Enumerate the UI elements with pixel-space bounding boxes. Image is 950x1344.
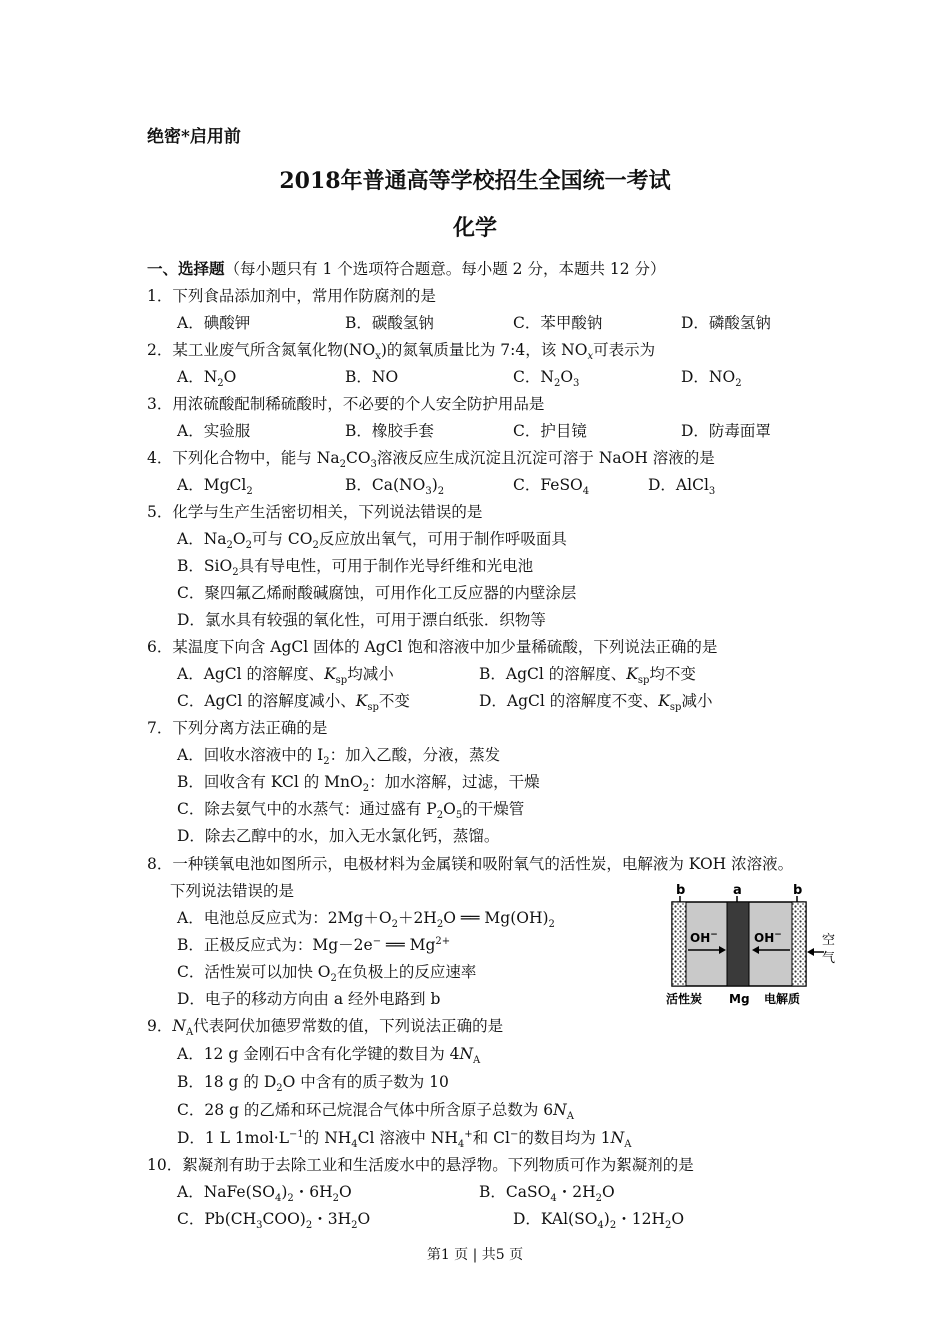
q2-option-c: C．$N_2O_3$	[513, 368, 580, 390]
q5-option-c: C．聚四氟乙烯耐酸碱腐蚀，可用作化工反应器的内壁涂层	[177, 584, 577, 602]
electrode-label-b-left: b	[676, 883, 686, 898]
electrolyte-label: 电解质	[764, 992, 801, 1006]
q5-option-d: D．氯水具有较强的氧化性，可用于漂白纸张．织物等	[177, 611, 546, 629]
q4-option-d: D．AlCl$_3$	[648, 476, 716, 498]
question-8-stem: 8．一种镁氧电池如图所示，电极材料为金属镁和吸附氧气的活性炭，电解液为 KOH 浓溶液。	[147, 855, 794, 873]
q2-option-d: D．$NO_2$	[681, 368, 742, 390]
air-label-2: 气	[822, 951, 836, 966]
question-4-stem: 4．下列化合物中，能与 $Na_2CO_3$溶液反应生成沉淀且沉淀可溶于 NaOH 溶液的是	[147, 449, 715, 471]
question-9-stem: 9．$N_A$代表阿伏加德罗常数的值，下列说法正确的是	[147, 1017, 504, 1039]
question-6-stem: 6．某温度下向含 AgCl 固体的 AgCl 饱和溶液中加少量稀硫酸，下列说法正确的是	[147, 638, 718, 656]
q1-option-c: C．苯甲酸钠	[513, 314, 603, 332]
magnesium-label: Mg	[729, 992, 750, 1006]
q6-option-b: B．AgCl 的溶解度、$K_{sp}$均不变	[479, 665, 696, 687]
q10-option-d: D．$KAl(SO_4)_2$・$12H_2O$	[513, 1210, 685, 1232]
page-footer: 第1 页 | 共5 页	[426, 1247, 524, 1263]
q8-option-a: A．电池总反应式为：$2Mg+O_2+2H_2O$ ══ $Mg(OH)_2$	[177, 909, 555, 931]
question-10-stem: 10．絮凝剂有助于去除工业和生活废水中的悬浮物。下列物质可作为絮凝剂的是	[147, 1156, 694, 1174]
question-2-stem: 2．某工业废气所含氮氧化物$(NO_x)$的氮氧质量比为 7:4，该 $NO_x$可表示为	[147, 341, 656, 363]
q5-option-b: B．SiO$_2$具有导电性，可用于制作光导纤维和光电池	[177, 557, 534, 579]
section-label: 一、选择题	[147, 259, 225, 278]
activated-carbon-label: 活性炭	[666, 992, 703, 1006]
q4-option-c: C．FeSO$_4$	[513, 476, 590, 498]
q10-option-a: A．$NaFe(SO_4)_2$・$6H_2O$	[177, 1183, 352, 1205]
q9-option-b: B．18 g 的 $D_2O$ 中含有的质子数为 10	[177, 1073, 449, 1095]
q2-option-b: B．NO	[345, 368, 399, 386]
q10-option-c: C．$Pb(CH_3COO)_2$・$3H_2O$	[177, 1210, 371, 1232]
q9-option-d: D．1 L $1mol\cdot L^{-1}$的 $NH_4Cl$ 溶液中 $NH_4^+$和 Cl−的数目均为 $1N_A$	[177, 1128, 632, 1151]
q2-option-a: A．$N_2O$	[177, 368, 237, 390]
q8-option-b: B．正极反应式为：Mg－2e− ══ $Mg^{2+}$	[177, 935, 451, 954]
q4-option-b: B．$Ca(NO_3)_2$	[345, 476, 445, 498]
question-5-stem: 5．化学与生产生活密切相关，下列说法错误的是	[147, 503, 483, 521]
q6-option-a: A．AgCl 的溶解度、$K_{sp}$均减小	[177, 665, 394, 687]
q3-option-a: A．实验服	[177, 422, 251, 440]
q1-option-a: A．碘酸钾	[177, 314, 251, 332]
q3-option-c: C．护目镜	[513, 422, 587, 440]
q9-option-a: A．12 g 金刚石中含有化学键的数目为 $4N_A$	[177, 1045, 481, 1067]
q7-option-d: D．除去乙醇中的水，加入无水氯化钙，蒸馏。	[177, 827, 500, 845]
carbon-electrode-left	[672, 902, 686, 986]
magnesium-electrode	[727, 902, 749, 986]
question-7-stem: 7．下列分离方法正确的是	[147, 719, 328, 737]
q1-option-b: B．碳酸氢钠	[345, 314, 434, 332]
q4-option-a: A．MgCl$_2$	[177, 476, 253, 498]
q9-option-c: C．28 g 的乙烯和环己烷混合气体中所含原子总数为 $6N_A$	[177, 1101, 574, 1123]
electrode-label-b-right: b	[793, 883, 803, 898]
air-arrowhead	[807, 948, 814, 956]
exam-title: 2018年普通高等学校招生全国统一考试	[279, 168, 671, 194]
q7-option-b: B．回收含有 KCl 的 MnO$_2$：加水溶解，过滤，干燥	[177, 773, 540, 795]
q6-option-d: D．AgCl 的溶解度不变、$K_{sp}$减小	[479, 692, 713, 714]
hydroxide-label-right: OH−	[754, 930, 782, 945]
section-heading	[147, 258, 666, 280]
air-label-1: 空	[822, 933, 836, 948]
question-3-stem: 3．用浓硫酸配制稀硫酸时，不必要的个人安全防护用品是	[147, 395, 545, 413]
electrode-label-a: a	[733, 883, 742, 898]
q3-option-b: B．橡胶手套	[345, 422, 434, 440]
hydroxide-label-left: OH−	[690, 930, 718, 945]
q10-option-b: B．CaSO$_4$・$2H_2O$	[479, 1183, 615, 1205]
q5-option-a: A．$Na_2O_2$可与 $CO_2$反应放出氧气，可用于制作呼吸面具	[177, 530, 567, 552]
q6-option-c: C．AgCl 的溶解度减小、$K_{sp}$不变	[177, 692, 410, 714]
q7-option-c: C．除去氨气中的水蒸气：通过盛有 $P_2O_5$的干燥管	[177, 800, 525, 822]
q3-option-d: D．防毒面罩	[681, 422, 771, 440]
q7-option-a: A．回收水溶液中的 $I_2$：加入乙酸，分液，蒸发	[177, 746, 501, 768]
battery-diagram	[664, 880, 840, 1010]
section-note: （每小题只有 1 个选项符合题意。每小题 2 分，本题共 12 分）	[224, 260, 666, 278]
confidential-mark: 绝密*启用前	[147, 127, 241, 147]
q1-option-d: D．磷酸氢钠	[681, 314, 771, 332]
q8-option-d: D．电子的移动方向由 a 经外电路到 b	[177, 990, 441, 1008]
question-8-stem-2: 下列说法错误的是	[170, 882, 295, 900]
subject-title: 化学	[452, 215, 497, 241]
carbon-electrode-right	[792, 902, 806, 986]
question-1-stem: 1．下列食品添加剂中，常用作防腐剂的是	[147, 287, 436, 305]
q8-option-c: C．活性炭可以加快 $O_2$在负极上的反应速率	[177, 963, 477, 985]
